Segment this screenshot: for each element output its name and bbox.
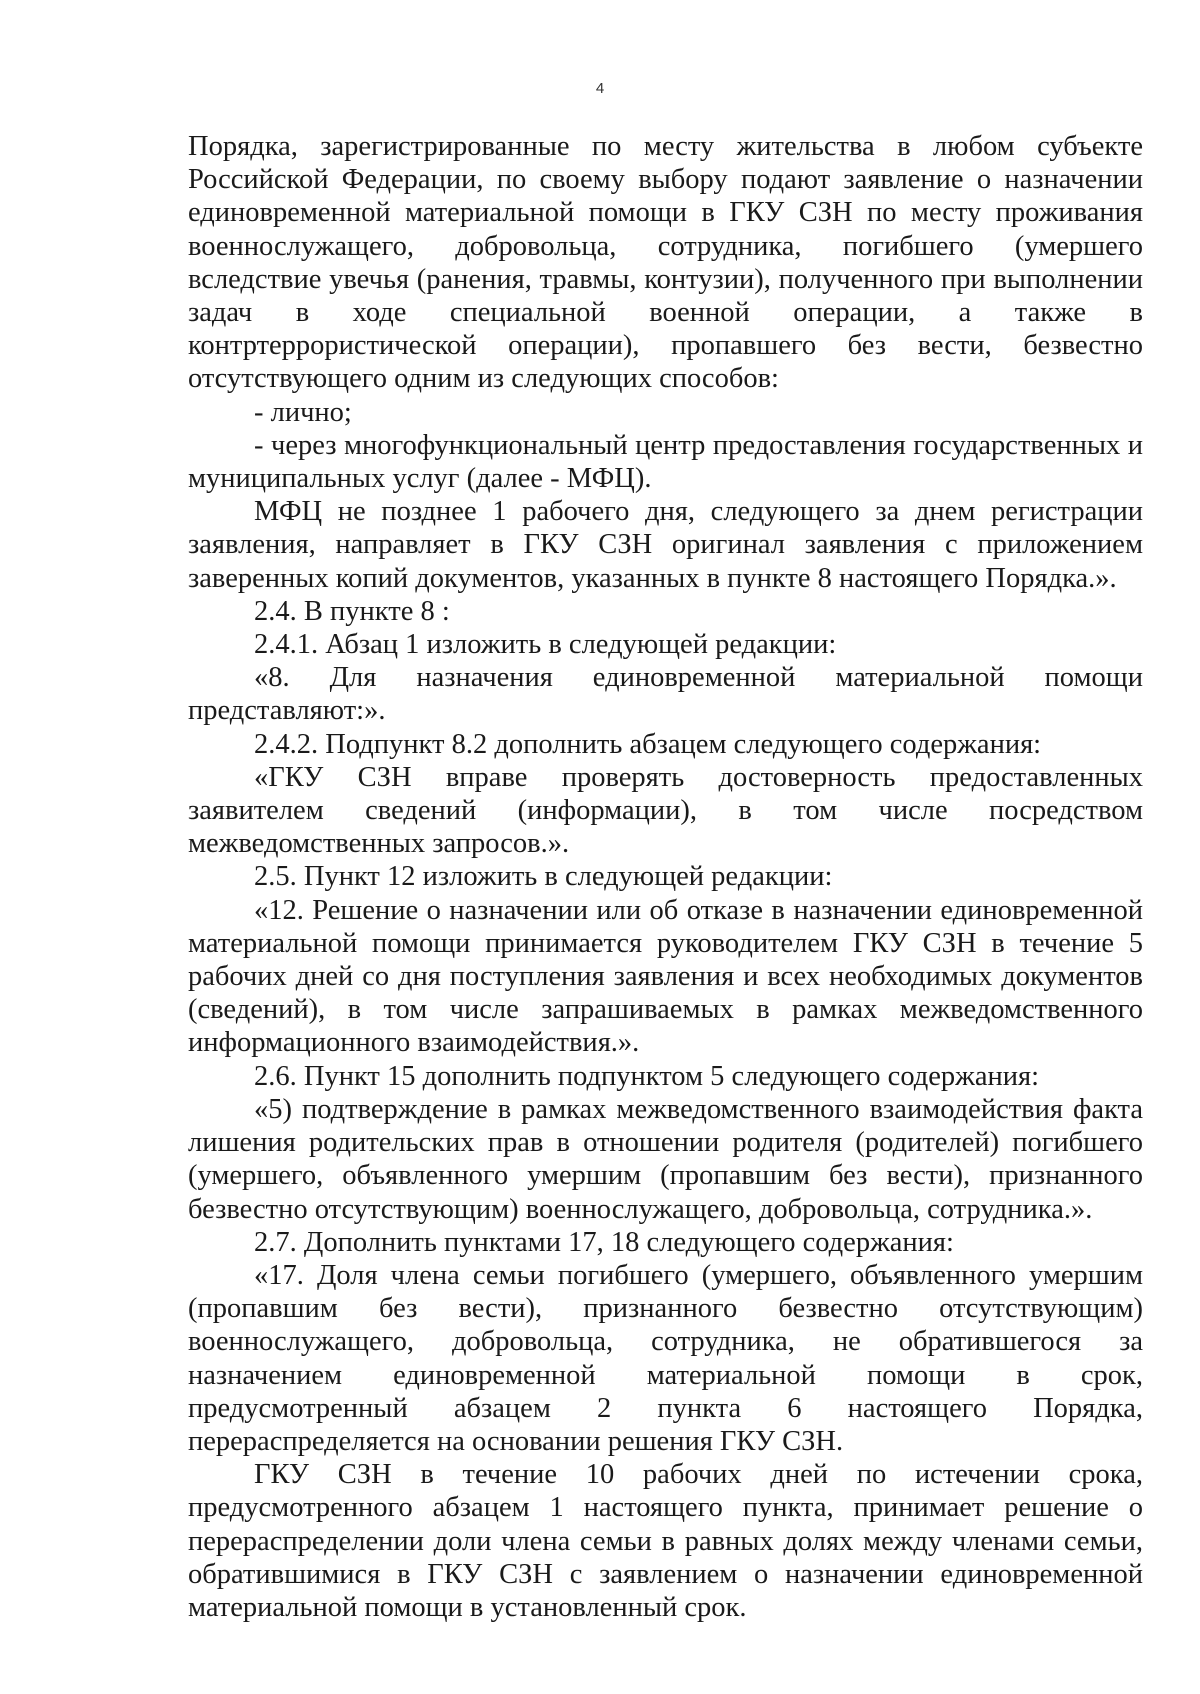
paragraph: 2.4.2. Подпункт 8.2 дополнить абзацем следующего содержания: <box>254 728 1042 760</box>
paragraph: 2.7. Дополнить пунктами 17, 18 следующего содержания: <box>254 1226 954 1258</box>
paragraph: - через многофункциональный центр предоставления государственных и муниципальных услуг (далее - МФЦ). <box>188 429 1143 495</box>
paragraph: ГКУ СЗН в течение 10 рабочих дней по истечении срока, предусмотренного абзацем 1 настоящего пункта, принимает решение о перераспределении доли члена семьи в равных долях между членами семьи, обратившимися в ГКУ СЗН с заявлением о назначении единовременной материальной помощи в установленный срок. <box>188 1459 1143 1623</box>
paragraph: - лично; <box>254 396 352 428</box>
paragraph: 2.4.1. Абзац 1 изложить в следующей редакции: <box>254 629 837 661</box>
paragraph: «12. Решение о назначении или об отказе в назначении единовременной материальной помощи принимается руководителем ГКУ СЗН в течение 5 рабочих дней со дня поступления заявления и всех необходимых документов (сведений), в том числе запрашиваемых в рамках межведомственного информационного взаимодействия.». <box>188 894 1143 1059</box>
paragraph: «5) подтверждение в рамках межведомственного взаимодействия факта лишения родительских прав в отношении родителя (родителей) погибшего (умершего, объявленного умершим (пропавшим без вести), признанного безвестно отсутствующим) военнослужащего, добровольца, сотрудника.». <box>188 1093 1143 1225</box>
paragraph: 2.6. Пункт 15 дополнить подпунктом 5 следующего содержания: <box>254 1060 1040 1092</box>
paragraph: «ГКУ СЗН вправе проверять достоверность предоставленных заявителем сведений (информации), в том числе посредством межведомственных запросов.». <box>188 761 1143 860</box>
paragraph: 2.4. В пункте 8 : <box>254 595 450 627</box>
document-body <box>188 130 1143 1624</box>
paragraph: Порядка, зарегистрированные по месту жительства в любом субъекте Российской Федерации, по своему выбору подают заявление о назначении единовременной материальной помощи в ГКУ СЗН по месту проживания военнослужащего, добровольца, сотрудника, погибшего (умершего вследствие увечья (ранения, травмы, контузии), полученного при выполнении задач в ходе специальной военной операции, а также в контртеррористической операции), пропавшего без вести, безвестно отсутствующего одним из следующих способов: <box>188 131 1143 395</box>
page-number: 4 <box>595 80 605 97</box>
paragraph: МФЦ не позднее 1 рабочего дня, следующего за днем регистрации заявления, направляет в ГКУ СЗН оригинал заявления с приложением заверенных копий документов, указанных в пункте 8 настоящего Порядка.». <box>188 496 1143 594</box>
paragraph: «8. Для назначения единовременной материальной помощи представляют:». <box>188 662 1143 727</box>
paragraph: 2.5. Пункт 12 изложить в следующей редакции: <box>254 861 833 893</box>
paragraph: «17. Доля члена семьи погибшего (умершего, объявленного умершим (пропавшим без вести), признанного безвестно отсутствующим) военнослужащего, добровольца, сотрудника, не обратившегося за назначением единовременной материальной помощи в срок, предусмотренный абзацем 2 пункта 6 настоящего Порядка, перераспределяется на основании решения ГКУ СЗН. <box>188 1259 1143 1457</box>
